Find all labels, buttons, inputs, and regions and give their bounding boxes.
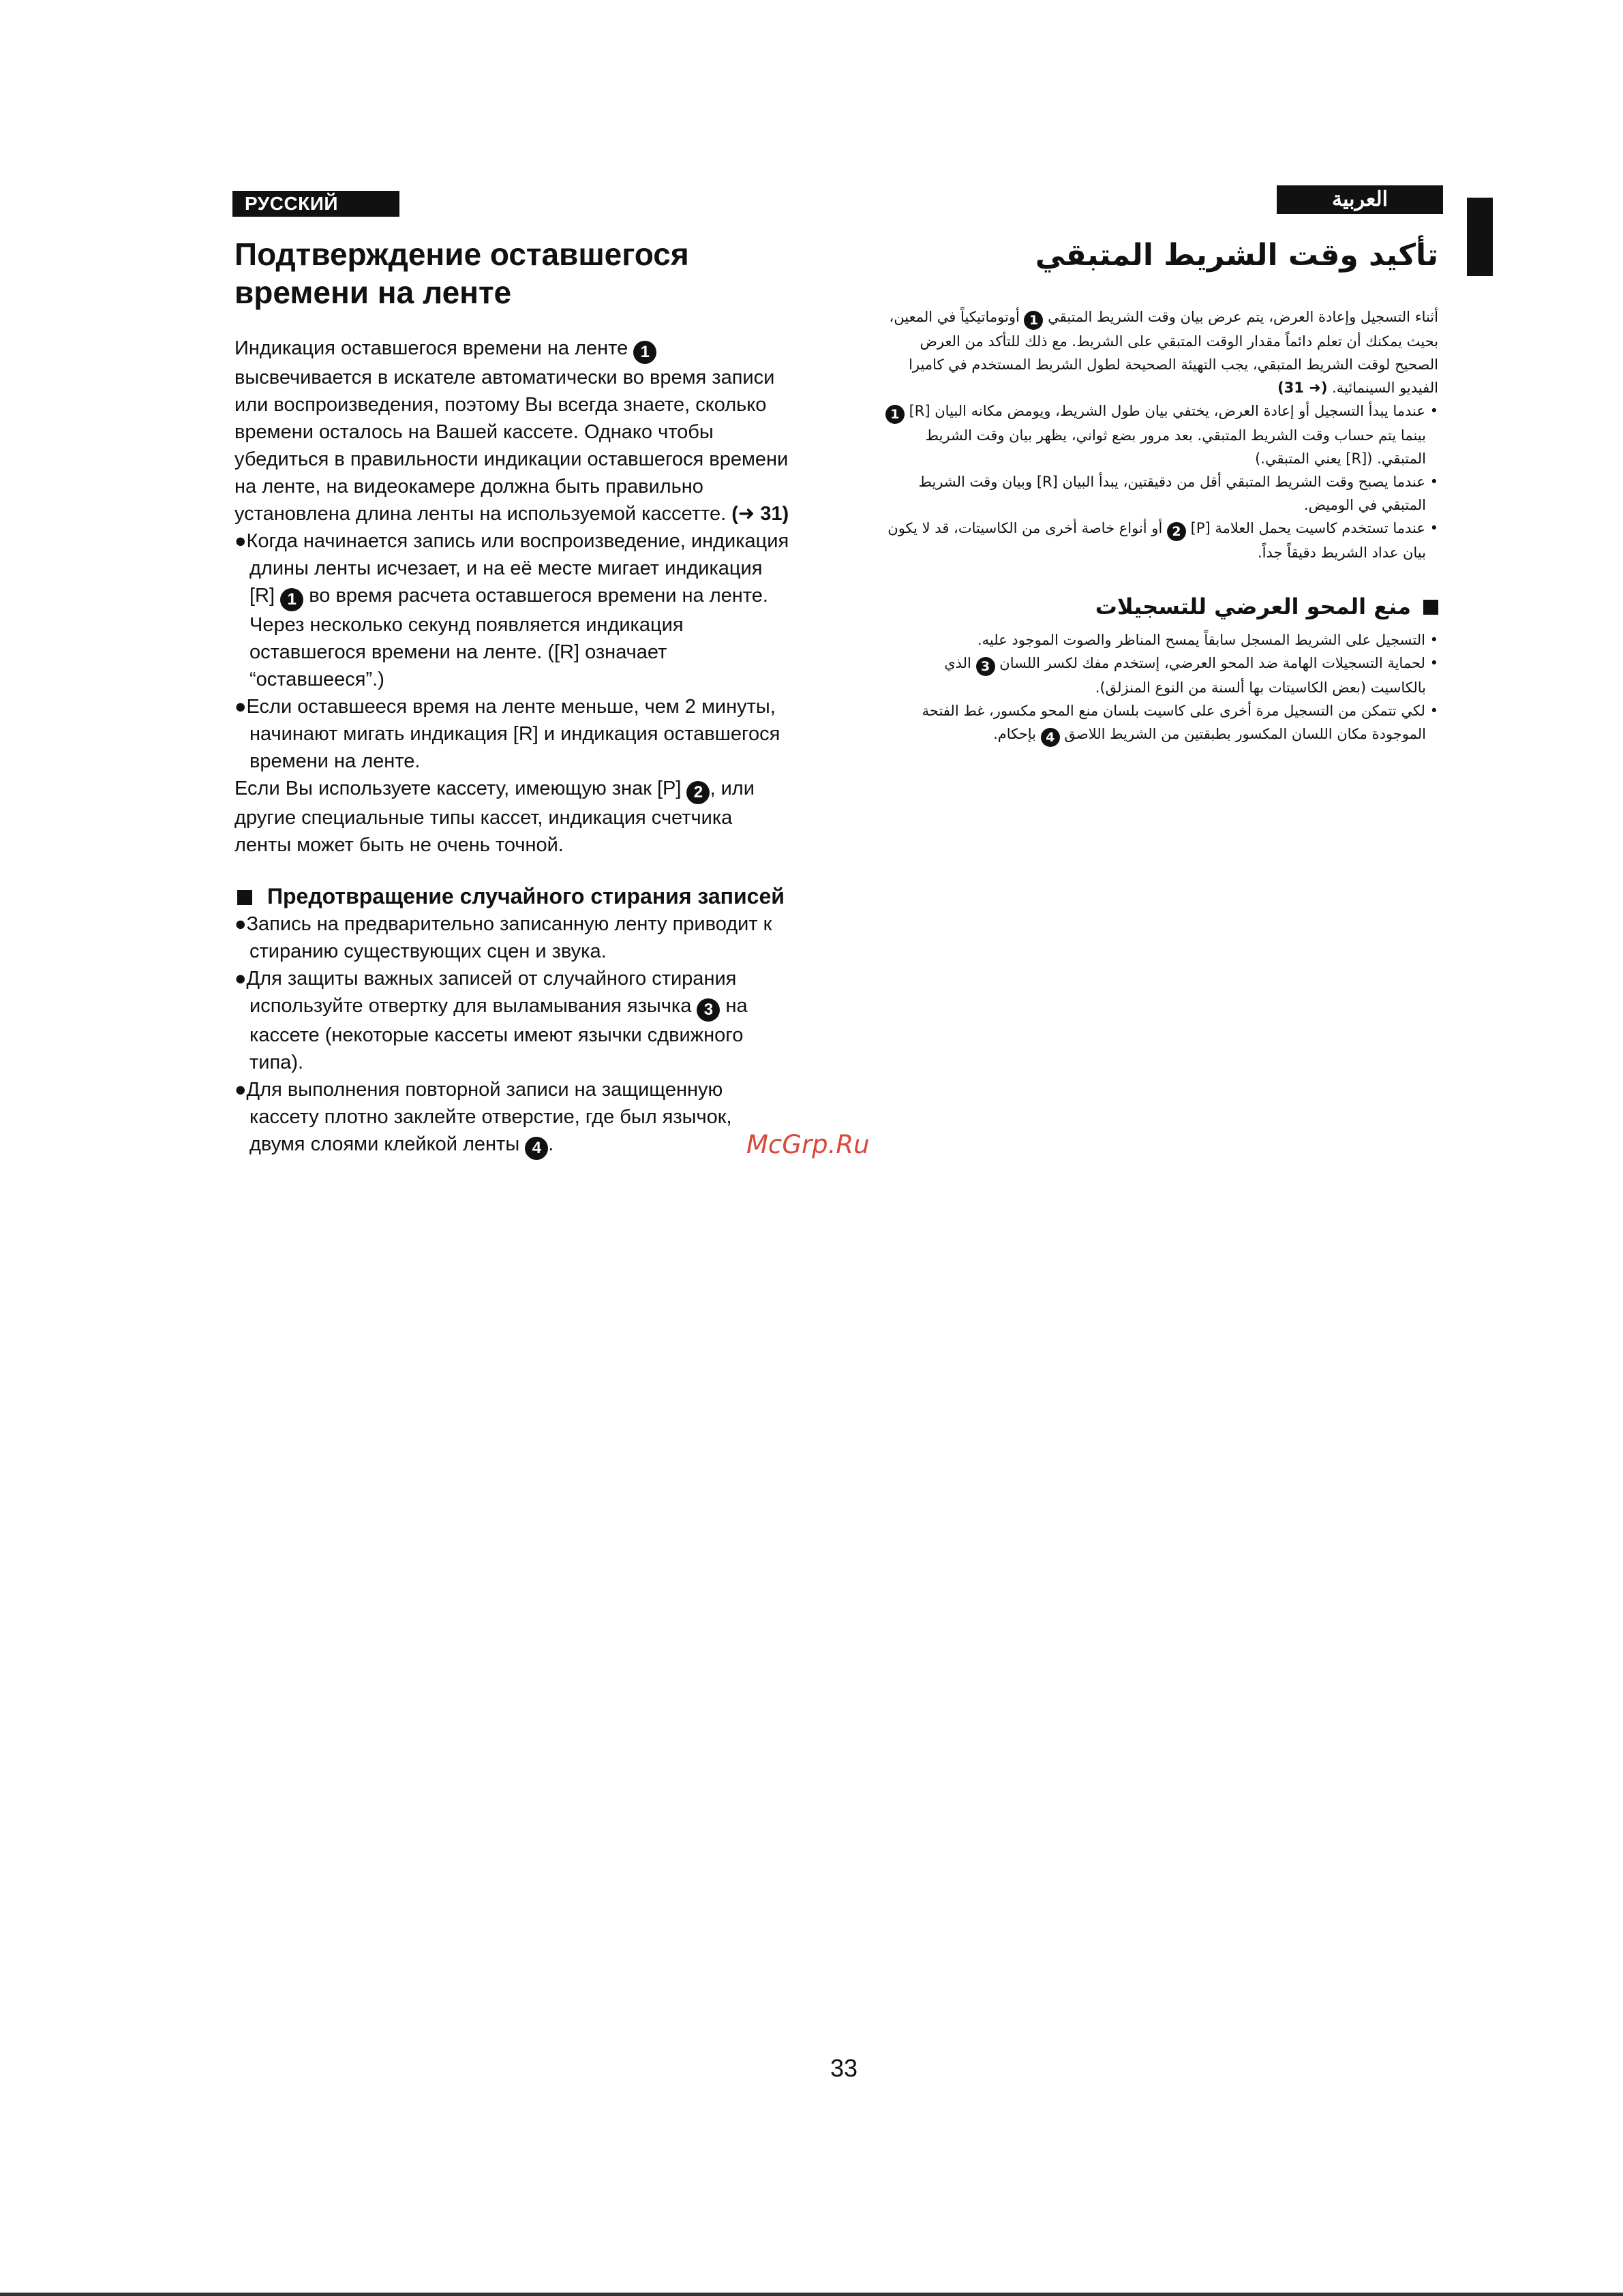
ru-page-reference: (➜ 31): [731, 503, 789, 525]
marker-2-icon: 2: [686, 781, 710, 804]
ru-intro-paragraph: [234, 335, 790, 527]
ru-intro-text-1: Индикация оставшегося времени на ленте: [234, 337, 628, 359]
watermark-text: McGrp.Ru: [746, 1130, 870, 1159]
ru-bullet-1-text-1: ●Когда начинается запись или воспроизведение, индикация длины ленты исчезает, и на её месте мигает индикация [R]: [234, 530, 789, 607]
marker-1-icon: 1: [633, 341, 656, 364]
marker-3-icon: 3: [976, 657, 995, 676]
ar-intro-text-2: أوتوماتيكياً في المعين، بحيث يمكنك أن تعلم دائماً مقدار الوقت المتبقي على الشريط. مع ذلك للتأكد من العرض الصحيح لوقت الشريط المتبقي، يجب التهيئة الصحيحة لطول الشريط المستخدم في كاميرا الفيديو السينمائية.: [889, 309, 1438, 396]
marker-1-icon: 1: [1024, 311, 1043, 330]
language-tab-arabic: العربية: [1277, 185, 1443, 214]
ar-intro-text-1: أثناء التسجيل وإعادة العرض، يتم عرض بيان وقت الشريط المتبقي: [1048, 309, 1438, 325]
ar-page-reference: (➜ 31): [1277, 380, 1328, 396]
ar-bullet-recording-start: [885, 399, 1438, 470]
russian-column: [234, 235, 790, 1160]
ru-p-tape-note: [234, 775, 790, 859]
language-tab-russian: РУССКИЙ ЯЗЫК: [232, 191, 399, 217]
ru-protect-text-1: ●Для защиты важных записей от случайного стирания используйте отвертку для выламывания язычка: [234, 968, 737, 1017]
ar-bullet-overwrite: • التسجيل على الشريط المسجل سابقاً يمسح المناظر والصوت الموجود عليه.: [977, 632, 1438, 648]
ar-protect-text-2: الذي بالكاسيت (بعض الكاسيتات بها ألسنة من النوع المنزلق).: [944, 655, 1426, 696]
ru-p-text-1: Если Вы используете кассету, имеющую знак [P]: [234, 778, 682, 799]
marker-4-icon: 4: [525, 1137, 548, 1160]
ar-page-title: تأكيد وقت الشريط المتبقي: [1035, 238, 1438, 273]
ar-rerecord-text-2: بإحكام.: [993, 726, 1037, 742]
ru-bullet-recording-start: [234, 527, 790, 693]
section-edge-marker: [1467, 198, 1493, 276]
ru-rerecord-text-2: .: [548, 1133, 554, 1155]
ar-protect-text-1: • لحماية التسجيلات الهامة ضد المحو العرضي، إستخدم مفك لكسر اللسان: [999, 655, 1438, 671]
ar-subheading: [885, 592, 1438, 622]
ru-bullet-less-than-2-min: ●Если оставшееся время на ленте меньше, чем 2 минуты, начинают мигать индикация [R] и индикация оставшегося времени на ленте.: [234, 696, 780, 772]
ar-b3-text-2: أو أنواع خاصة أخرى من الكاسيتات، قد لا يكون بيان عداد الشريط دقيقاً جداً.: [888, 520, 1426, 561]
ru-intro-text-2: высвечивается в искателе автоматически во время записи или воспроизведения, поэтому Вы всегда знаете, сколько времени осталось на Вашей кассете. Однако чтобы убедиться в правильности индикации оставшегося времени на ленте, на видеокамере должна быть правильно установлена длина ленты на используемой кассетте.: [234, 367, 789, 525]
ar-bullet-1-text-2: بينما يتم حساب وقت الشريط المتبقي. بعد مرور بضع ثواني، يظهر بيان وقت الشريط المتبقي. ([R] يعني المتبقي.): [925, 427, 1426, 467]
ru-p-text-2: , или другие специальные типы кассет, индикация счетчика ленты может быть не очень точной.: [234, 778, 755, 856]
ar-bullet-rerecord: [885, 699, 1438, 747]
ar-subheading-text: منع المحو العرضي للتسجيلات: [1095, 594, 1411, 619]
ru-page-title: Подтверждение оставшегося времени на ленте: [234, 236, 689, 310]
marker-4-icon: 4: [1041, 728, 1060, 747]
arabic-column: [885, 237, 1438, 747]
marker-3-icon: 3: [697, 998, 720, 1022]
marker-2-icon: 2: [1167, 522, 1186, 541]
ru-bullet-overwrite: ●Запись на предварительно записанную ленту приводит к стиранию существующих сцен и звука.: [234, 913, 772, 962]
square-bullet-icon: [1423, 600, 1438, 615]
square-bullet-icon: [237, 890, 252, 905]
ar-bullet-less-than-2-min: • عندما يصبح وقت الشريط المتبقي أقل من دقيقتين، يبدأ البيان [R] وبيان وقت الشريط المتبقي في الوميض.: [918, 474, 1438, 513]
ru-rerecord-text-1: ●Для выполнения повторной записи на защищенную кассету плотно заклейте отверстие, где был язычок, двумя слоями клейкой ленты: [234, 1079, 732, 1155]
ru-subheading-text: Предотвращение случайного стирания записей: [267, 884, 785, 908]
ru-bullet-rerecord: [234, 1076, 790, 1160]
bottom-border: [0, 2293, 1623, 2296]
ar-bullet-p-tape: [885, 517, 1438, 564]
ar-bullet-protect-tab: [885, 652, 1438, 699]
ar-b3-text-1: • عندما تستخدم كاسيت يحمل العلامة [P]: [1190, 520, 1438, 536]
marker-1-icon: 1: [280, 588, 303, 611]
marker-1-icon: 1: [885, 405, 905, 424]
ar-bullet-1-text-1: • عندما يبدأ التسجيل أو إعادة العرض، يختفي بيان طول الشريط، ويومض مكانه البيان [R]: [909, 403, 1438, 419]
ru-subheading: [234, 882, 790, 910]
ru-protect-text-2: на кассете (некоторые кассеты имеют язычки сдвижного типа).: [249, 995, 748, 1073]
ru-bullet-protect-tab: [234, 965, 790, 1076]
page-number: 33: [830, 2054, 858, 2082]
ru-bullet-1-text-2: во время расчета оставшегося времени на ленте. Через несколько секунд появляется индикация оставшегося времени на ленте. ([R] означает “оставшееся”.): [249, 585, 768, 690]
ar-intro-paragraph: [885, 305, 1438, 399]
ar-rerecord-text-1: • لكي تتمكن من التسجيل مرة أخرى على كاسيت بلسان منع المحو مكسور، غط الفتحة الموجودة مكان اللسان المكسور بطبقتين من الشريط اللاصق: [922, 703, 1438, 742]
